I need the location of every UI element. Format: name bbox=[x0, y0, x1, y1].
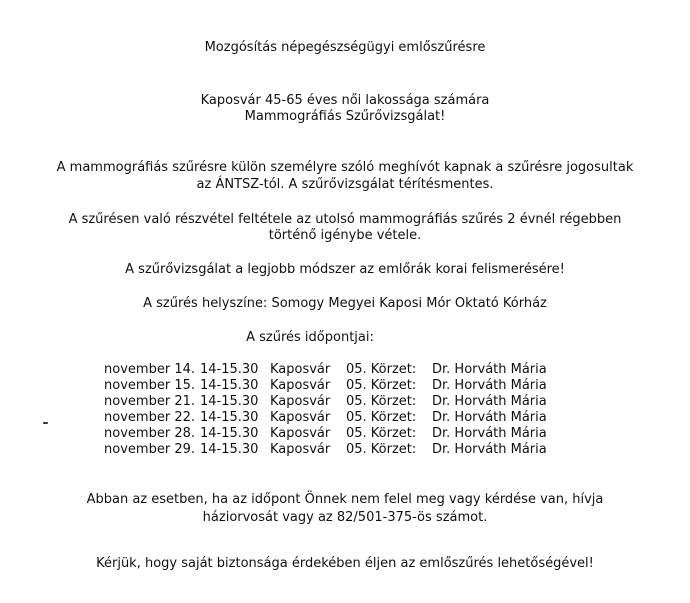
condition-paragraph-line-1: A szűrésen való részvétel feltétele az utolsó mammográfiás szűrés 2 évnél régebben bbox=[68, 212, 622, 227]
schedule-date: november 15. bbox=[104, 378, 195, 393]
schedule-time: 14-15.30 bbox=[200, 410, 259, 425]
schedule-district: 05. Körzet: bbox=[346, 394, 417, 409]
schedule-doctor: Dr. Horváth Mária bbox=[432, 426, 547, 441]
subtitle-line-1: Kaposvár 45-65 éves női lakossága számára bbox=[200, 93, 490, 108]
schedule-city: Kaposvár bbox=[270, 362, 331, 377]
subtitle-line-2: Mammográfiás Szűrővizsgálat! bbox=[244, 109, 446, 124]
schedule-doctor: Dr. Horváth Mária bbox=[432, 442, 547, 457]
schedule-city: Kaposvár bbox=[270, 426, 331, 441]
schedule-city: Kaposvár bbox=[270, 442, 331, 457]
closing-statement: Kérjük, hogy saját biztonsága érdekében éljen az emlőszűrés lehetőségével! bbox=[96, 556, 594, 571]
schedule-time: 14-15.30 bbox=[200, 394, 259, 409]
schedule-time: 14-15.30 bbox=[200, 426, 259, 441]
schedule-district: 05. Körzet: bbox=[346, 362, 417, 377]
schedule-time: 14-15.30 bbox=[200, 362, 259, 377]
condition-paragraph-line-2: történő igénybe vétele. bbox=[268, 228, 422, 243]
schedule-doctor: Dr. Horváth Mária bbox=[432, 394, 547, 409]
document-title: Mozgósítás népegészségügyi emlőszűrésre bbox=[204, 40, 486, 55]
schedule-date: november 21. bbox=[104, 394, 195, 409]
invite-paragraph-line-2: az ÁNTSZ-tól. A szűrővizsgálat térítésmentes. bbox=[196, 177, 494, 192]
schedule-district: 05. Körzet: bbox=[346, 442, 417, 457]
schedule-date: november 22. bbox=[104, 410, 195, 425]
scan-speck bbox=[43, 422, 48, 424]
schedule-city: Kaposvár bbox=[270, 394, 331, 409]
schedule-doctor: Dr. Horváth Mária bbox=[432, 410, 547, 425]
schedule-city: Kaposvár bbox=[270, 378, 331, 393]
schedule-heading: A szűrés időpontjai: bbox=[246, 330, 374, 345]
location-statement: A szűrés helyszíne: Somogy Megyei Kaposi Mór Oktató Kórház bbox=[143, 296, 547, 311]
schedule-district: 05. Körzet: bbox=[346, 378, 417, 393]
best-method-statement: A szűrővizsgálat a legjobb módszer az emlőrák korai felismerésére! bbox=[125, 262, 565, 277]
schedule-date: november 14. bbox=[104, 362, 195, 377]
schedule-time: 14-15.30 bbox=[200, 378, 259, 393]
schedule-date: november 29. bbox=[104, 442, 195, 457]
schedule-doctor: Dr. Horváth Mária bbox=[432, 378, 547, 393]
invite-paragraph-line-1: A mammográfiás szűrésre külön személyre szóló meghívót kapnak a szűrésre jogosultak bbox=[56, 160, 634, 175]
contact-line-2: háziorvosát vagy az 82/501-375-ös számot. bbox=[202, 510, 488, 525]
contact-line-1: Abban az esetben, ha az időpont Önnek nem felel meg vagy kérdése van, hívja bbox=[86, 492, 604, 507]
schedule-city: Kaposvár bbox=[270, 410, 331, 425]
schedule-district: 05. Körzet: bbox=[346, 426, 417, 441]
schedule-date: november 28. bbox=[104, 426, 195, 441]
schedule-doctor: Dr. Horváth Mária bbox=[432, 362, 547, 377]
schedule-time: 14-15.30 bbox=[200, 442, 259, 457]
schedule-district: 05. Körzet: bbox=[346, 410, 417, 425]
